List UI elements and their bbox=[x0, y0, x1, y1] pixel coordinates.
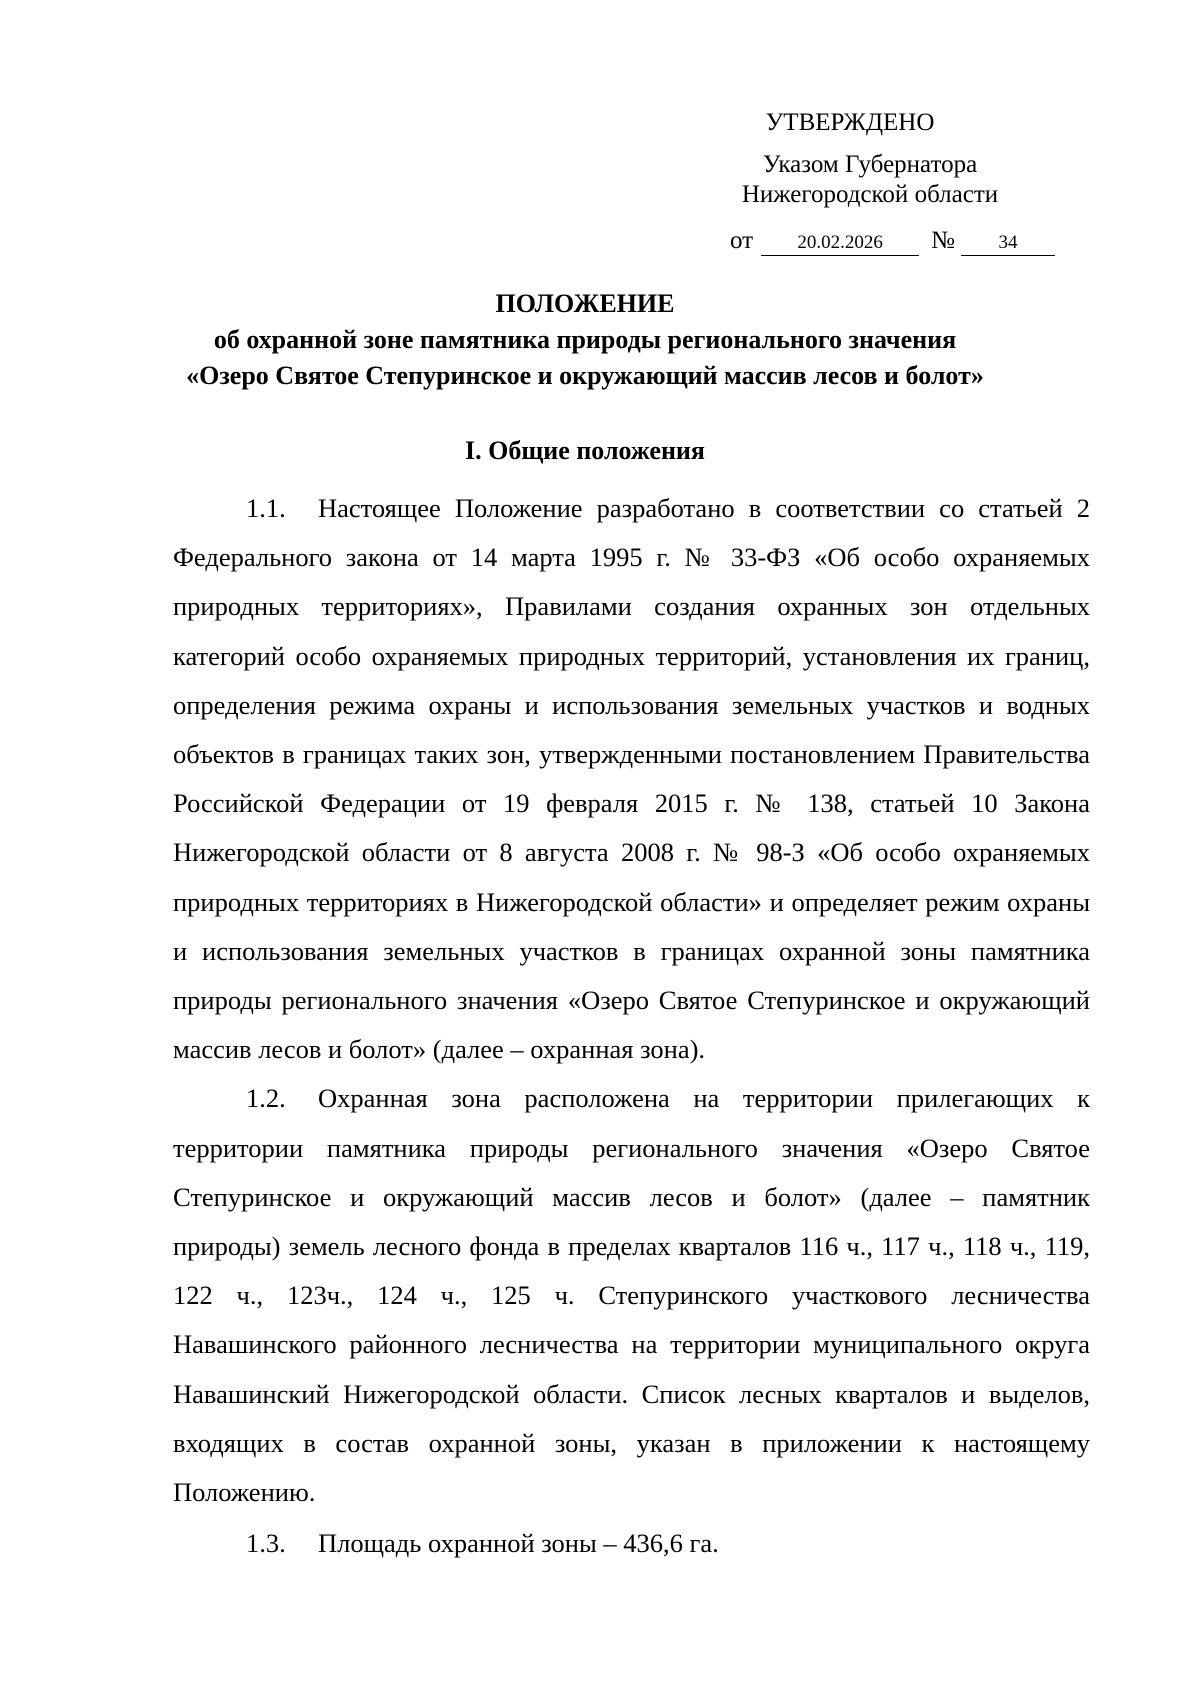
number-sign: № bbox=[931, 227, 955, 254]
document-title bbox=[120, 286, 1050, 394]
document-body bbox=[173, 484, 1090, 1568]
decree-number: 34 bbox=[961, 231, 1055, 256]
title-line-3: «Озеро Святое Степуринское и окружающий массив лесов и болот» bbox=[186, 361, 984, 390]
section-heading: I. Общие положения bbox=[465, 436, 705, 465]
paragraph-number: 1.3. bbox=[246, 1528, 286, 1559]
paragraph-text: Настоящее Положение разработано в соответствии со статьей 2 Федерального закона от 14 марта 1995 г. № 33-ФЗ «Об особо охраняемых природных территориях», Правилами создания охранных зон отдельных категорий особо охраняемых природных территорий, установления их границ, определения режима охраны и использования земельных участков и водных объектов в границах таких зон, утвержденными постановлением Правительства Российской Федерации от 19 февраля 2015 г. № 138, статьей 10 Закона Нижегородской области от 8 августа 2008 г. № 98-З «Об особо охраняемых природных территориях в Нижегородской области» и определяет режим охраны и использования земельных участков в границах охранной зоны памятника природы регионального значения «Озеро Святое Степуринское и окружающий массив лесов и болот» (далее – охранная зона). bbox=[173, 493, 1090, 1065]
decree-date-row bbox=[730, 226, 1055, 256]
title-main: ПОЛОЖЕНИЕ bbox=[495, 289, 675, 318]
decree-line-1: Указом Губернатора bbox=[762, 151, 978, 178]
paragraph-number: 1.1. bbox=[246, 493, 286, 523]
paragraph-1-1 bbox=[173, 484, 1090, 1074]
paragraph-1-3 bbox=[173, 1519, 1090, 1568]
decree-date: 20.02.2026 bbox=[761, 231, 919, 256]
title-line-2: об охранной зоне памятника природы регионального значения bbox=[213, 325, 957, 354]
approved-label: УТВЕРЖДЕНО bbox=[765, 109, 935, 136]
paragraph-1-2 bbox=[173, 1074, 1090, 1517]
paragraph-text: Площадь охранной зоны – 436,6 га. bbox=[318, 1528, 719, 1559]
paragraph-text: Охранная зона расположена на территории прилегающих к территории памятника природы регионального значения «Озеро Святое Степуринское и окружающий массив лесов и болот» (далее – памятник природы) земель лесного фонда в пределах кварталов 116 ч., 117 ч., 118 ч., 119, 122 ч., 123ч., 124 ч., 125 ч. Степуринского участкового лесничества Навашинского районного лесничества на территории муниципального округа Навашинский Нижегородской области. Список лесных кварталов и выделов, входящих в состав охранной зоны, указан в приложении к настоящему Положению. bbox=[173, 1083, 1090, 1508]
date-prefix: от bbox=[730, 227, 754, 254]
paragraph-number: 1.2. bbox=[246, 1083, 286, 1114]
decree-line-2: Нижегородской области bbox=[741, 181, 999, 208]
